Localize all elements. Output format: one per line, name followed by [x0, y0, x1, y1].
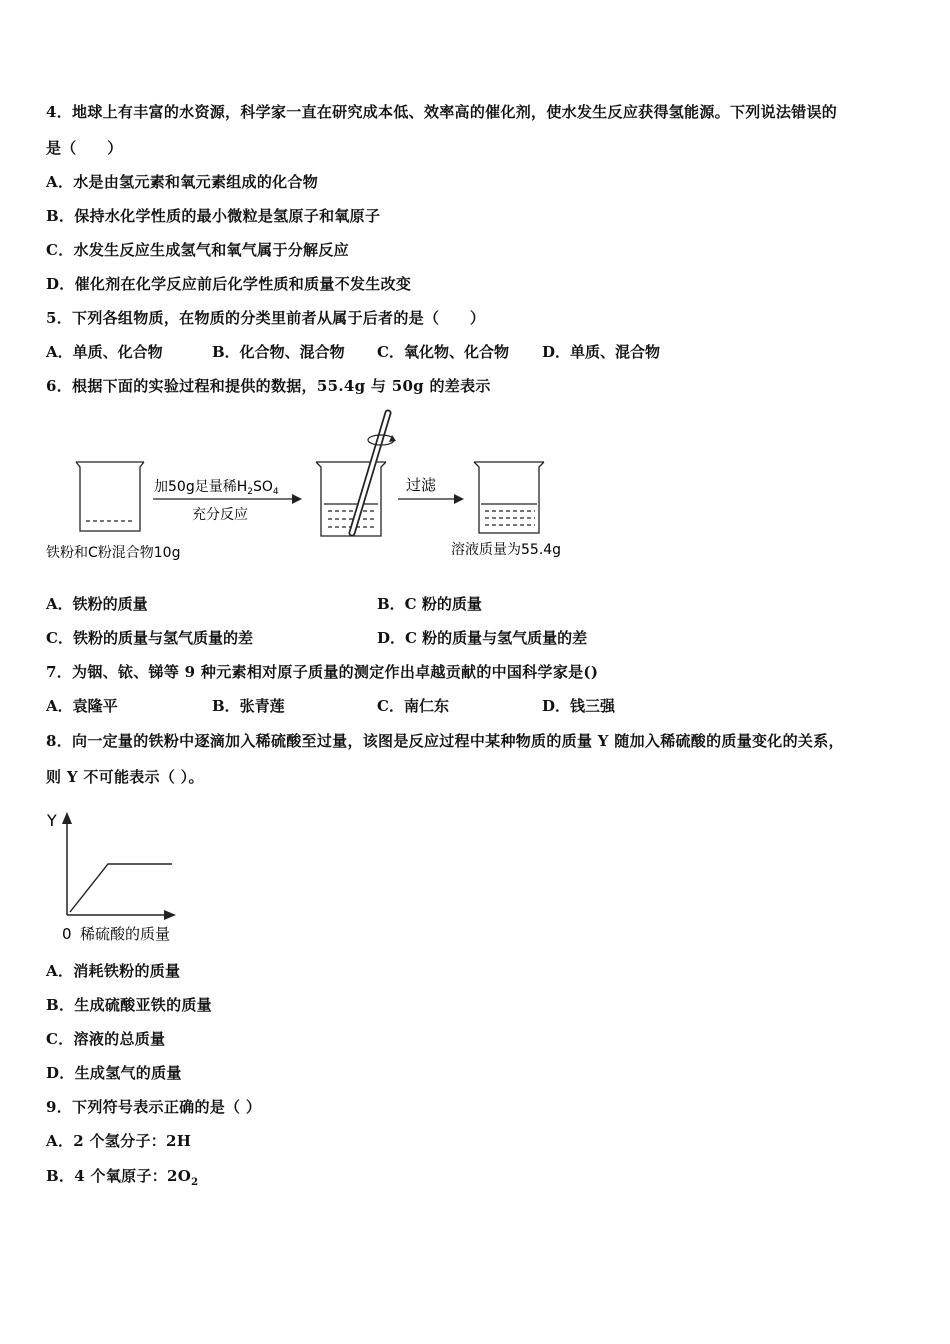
q9-option-b-subscript: 2 — [191, 1177, 199, 1188]
graph-axes — [62, 812, 176, 920]
q7-option-c: C．南仁东 — [377, 697, 449, 715]
beaker-3 — [474, 462, 544, 533]
label-mixture: 铁粉和C粉混合物10g — [46, 545, 181, 561]
q8-option-b: B．生成硫酸亚铁的质量 — [46, 996, 212, 1014]
q6-stem: 6．根据下面的实验过程和提供的数据，55.4g 与 50g 的差表示 — [46, 377, 491, 395]
q7-option-a: A．袁隆平 — [46, 697, 118, 715]
q4-option-a: A．水是由氢元素和氧元素组成的化合物 — [46, 173, 319, 191]
q9-option-a: A．2 个氢分子：2H — [46, 1132, 192, 1150]
q4-option-b: B．保持水化学性质的最小微粒是氢原子和氧原子 — [46, 207, 381, 225]
q6-option-b: B．C 粉的质量 — [377, 595, 482, 613]
q5-stem: 5．下列各组物质，在物质的分类里前者从属于后者的是（ ） — [46, 309, 486, 327]
q4-stem-line2: 是（ ） — [46, 139, 123, 157]
q5-option-d: D．单质、混合物 — [542, 343, 661, 361]
q6-option-d: D．C 粉的质量与氢气质量的差 — [377, 629, 588, 647]
q4-option-c: C．水发生反应生成氢气和氧气属于分解反应 — [46, 241, 349, 259]
stirring-rod — [352, 413, 396, 533]
arrow-2-label: 过滤 — [406, 476, 437, 494]
arrow-2 — [398, 494, 464, 504]
q4-option-d: D．催化剂在化学反应前后化学性质和质量不发生改变 — [46, 275, 412, 293]
q8-option-c: C．溶液的总质量 — [46, 1030, 166, 1048]
q8-stem-line2: 则 Y 不可能表示（ ）。 — [46, 768, 204, 786]
q6-experiment-figure — [40, 405, 600, 570]
arrow-1 — [153, 494, 302, 504]
graph-curve — [70, 864, 172, 912]
graph-origin-label: 0 — [62, 925, 72, 943]
arrow-1-bottom-label: 充分反应 — [192, 507, 248, 523]
q8-option-a: A．消耗铁粉的质量 — [46, 962, 181, 980]
q7-option-b: B．张青莲 — [212, 697, 285, 715]
q9-option-b-text: B．4 个氧原子：2O — [46, 1167, 192, 1185]
beaker-1 — [76, 462, 144, 531]
q7-option-d: D．钱三强 — [542, 697, 616, 715]
q8-option-d: D．生成氢气的质量 — [46, 1064, 182, 1082]
q7-stem: 7．为铟、铱、锑等 9 种元素相对原子质量的测定作出卓越贡献的中国科学家是() — [46, 663, 599, 681]
q5-option-b: B．化合物、混合物 — [212, 343, 345, 361]
q5-option-c: C．氧化物、化合物 — [377, 343, 509, 361]
q5-option-a: A．单质、化合物 — [46, 343, 163, 361]
q8-graph — [40, 800, 210, 950]
graph-y-label: Y — [47, 811, 57, 830]
q8-stem-line1: 8．向一定量的铁粉中逐滴加入稀硫酸至过量，该图是反应过程中某种物质的质量 Y 随加入稀硫酸的质量变化的关系， — [46, 732, 844, 750]
q4-stem-line1: 4．地球上有丰富的水资源，科学家一直在研究成本低、效率高的催化剂，使水发生反应获得氢能源。下列说法错误的 — [46, 103, 838, 121]
q6-option-c: C．铁粉的质量与氢气质量的差 — [46, 629, 253, 647]
q9-option-b — [46, 1166, 198, 1193]
q9-stem: 9．下列符号表示正确的是（ ） — [46, 1098, 262, 1116]
arrow-1-top-label: 加50g足量稀$H_2SO_4$ — [154, 479, 279, 497]
label-solution-mass: 溶液质量为55.4g — [451, 542, 562, 558]
q6-option-a: A．铁粉的质量 — [46, 595, 148, 613]
graph-x-label: 稀硫酸的质量 — [80, 925, 171, 943]
